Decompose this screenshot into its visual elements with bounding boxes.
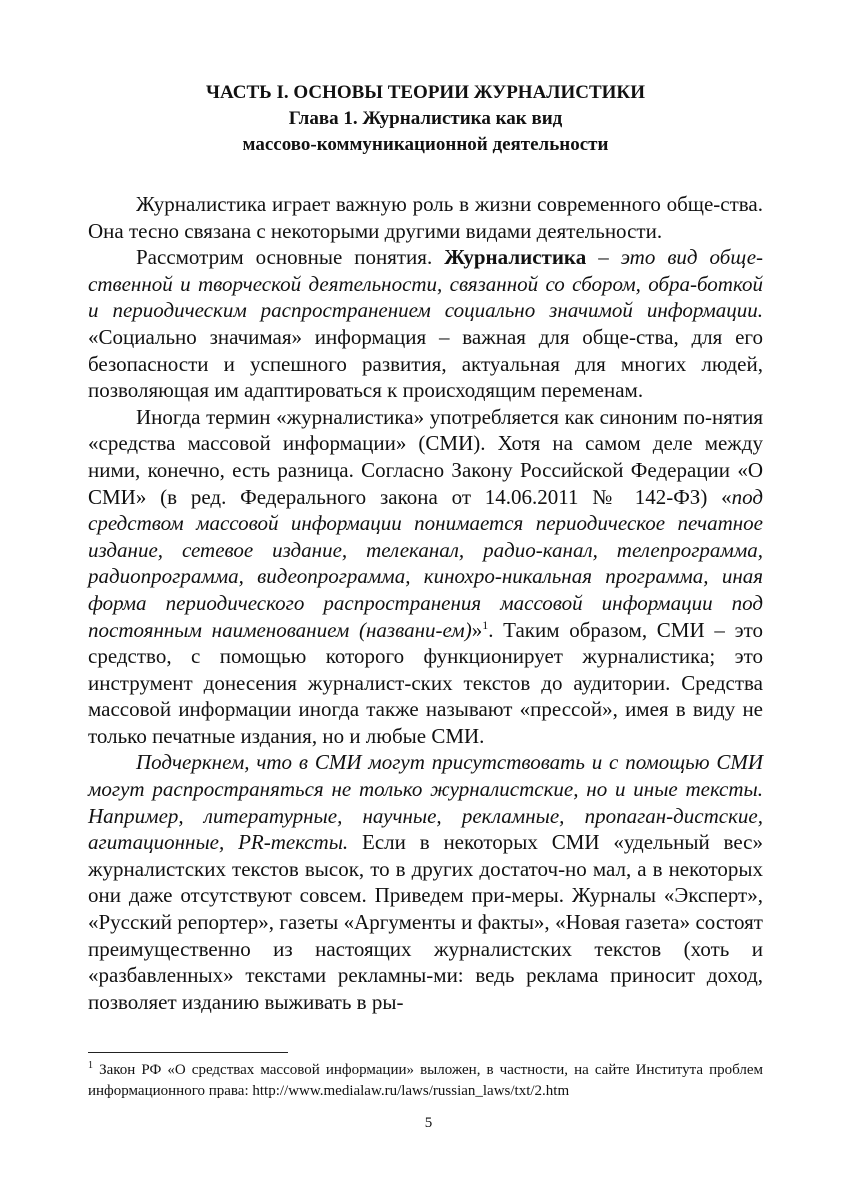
p2-intro: Рассмотрим основные понятия. [136, 245, 445, 270]
p2-rest: «Социально значимая» информация – важная для обще-ства, для его безопасности и успешного развития, актуальная для многих людей, позволяющая им адаптироваться к происходящим переменам. [88, 324, 763, 403]
p4-rest: Если в некоторых СМИ «удельный вес» журналистских текстов высок, то в других достаточ-но мал, а в некоторых они даже отсутствуют совсем. Приведем при-меры. Журналы «Эксперт», «Русский репортер», газеты «Аргументы и факты», «Новая газета» состоят преимущественно из настоящих журналистских текстов (хоть и «разбавленных» текстами рекламны-ми: ведь реклама приносит доход, позволяет изданию выживать в ры- [88, 830, 763, 1014]
footnote-marker: 1 [88, 1060, 93, 1071]
definition-journalism: это вид обще-ственной и творческой деятельности, связанной со сбором, обра-боткой и периодическим распространением социально значимой информации. [88, 245, 764, 323]
page-number: 5 [424, 1115, 433, 1131]
footnote [88, 1060, 763, 1102]
p2-dash: – [586, 245, 621, 270]
quote-close: » [471, 617, 483, 642]
body-text [88, 191, 763, 1015]
paragraph-1: Журналистика играет важную роль в жизни современного обще-ства. Она тесно связана с некоторыми другими видами деятельности. [88, 192, 763, 243]
term-journalism: Журналистика [444, 245, 587, 270]
paragraph-2 [88, 244, 763, 404]
p3-intro: Иногда термин «журналистика» употребляется как синоним по-нятия «средства массовой информации» (СМИ). Хотя на самом деле между ними, конечно, есть разница. Согласно Закону Российской Федерации «О СМИ» (в ред. Федерального закона от 14.06.2011 № 142-ФЗ) « [88, 404, 763, 509]
paragraph-4 [88, 749, 763, 1015]
part-title: ЧАСТЬ I. ОСНОВЫ ТЕОРИИ ЖУРНАЛИСТИКИ [206, 82, 645, 103]
footnote-text: Закон РФ «О средствах массовой информации» выложен, в частности, на сайте Института проблем информационного права: http://www.medialaw.ru/laws/russian_laws/txt/2.htm [88, 1062, 763, 1099]
paragraph-3 [88, 404, 763, 750]
p4-emphasis: Подчеркнем, что в СМИ могут присутствовать и с помощью СМИ могут распространяться не только журналистские, но и иные тексты. Например, литературные, научные, рекламные, пропаган-дистские, агитационные, PR-тексты. [88, 750, 763, 855]
footnote-divider [88, 1052, 288, 1053]
chapter-subtitle: массово-коммуникационной деятельности [242, 134, 609, 155]
chapter-title: Глава 1. Журналистика как вид [288, 108, 563, 129]
p3-rest: . Таким образом, СМИ – это средство, с помощью которого функционирует журналистика; это инструмент донесения журналист-ских текстов до аудитории. Средства массовой информации иногда также называют «прессой», имея в виду не только печатные издания, но и любые СМИ. [88, 617, 763, 748]
footnote-ref[interactable]: 1 [482, 617, 489, 632]
page-content [88, 80, 763, 1015]
law-quote: под средством массовой информации понимается периодическое печатное издание, сетевое издание, телеканал, радио-канал, телепрограмма, радиопрограмма, видеопрограмма, кинохро-никальная программа, иная форма периодического распространения массовой информации под постоянным наименованием (названи-ем) [88, 484, 763, 642]
